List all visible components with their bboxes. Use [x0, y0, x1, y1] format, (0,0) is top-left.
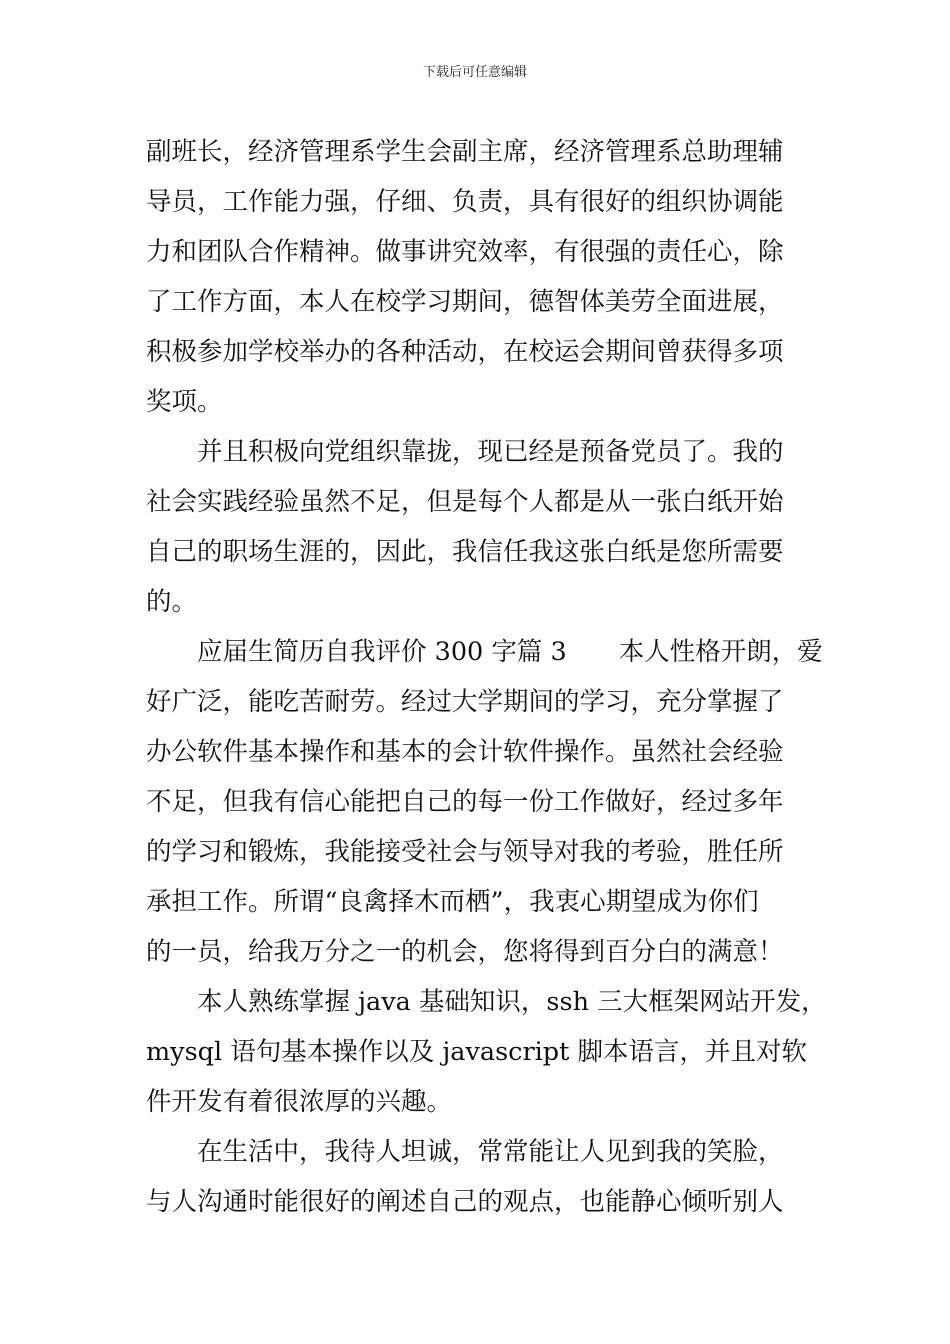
paragraph: [146, 627, 823, 977]
text-line: 的学习和锻炼，我能接受社会与领导对我的考验，胜任所: [146, 837, 784, 867]
paragraph: [146, 127, 811, 427]
document-body: [146, 127, 827, 1227]
text-line: 的。: [146, 587, 198, 617]
inline-text: 本人性格开朗，爱: [618, 637, 823, 667]
text-line: 积极参加学校举办的各种活动，在校运会期间曾获得多项: [146, 337, 784, 367]
text-line: 副班长，经济管理系学生会副主席，经济管理系总助理辅: [146, 137, 784, 167]
text-line: 不足，但我有信心能把自己的每一份工作做好，经过多年: [146, 787, 784, 817]
text-line: mysql 语句基本操作以及 javascript 脚本语言，并且对软: [146, 1037, 807, 1067]
page-header: 下载后可任意编辑: [422, 65, 527, 80]
text-line: 件开发有着很浓厚的兴趣。: [146, 1087, 453, 1117]
section-heading: 应届生简历自我评价 300 字篇 3: [197, 637, 567, 667]
text-line: 社会实践经验虽然不足，但是每个人都是从一张白纸开始: [146, 487, 784, 517]
paragraph: [146, 977, 827, 1127]
text-line: 承担工作。所谓“良禽择木而栖”，我衷心期望成为你们: [146, 887, 759, 917]
text-line: 本人熟练掌握 java 基础知识，ssh 三大框架网站开发，: [197, 987, 827, 1017]
text-line: 并且积极向党组织靠拢，现已经是预备党员了。我的: [197, 437, 784, 467]
text-line: 自己的职场生涯的，因此，我信任我这张白纸是您所需要: [146, 537, 784, 567]
text-line: 奖项。: [146, 387, 223, 417]
paragraph: [146, 427, 811, 627]
paragraph: [146, 1127, 811, 1227]
text-line: 办公软件基本操作和基本的会计软件操作。虽然社会经验: [146, 737, 784, 767]
text-line: 力和团队合作精神。做事讲究效率，有很强的责任心，除: [146, 237, 784, 267]
text-line: 的一员，给我万分之一的机会，您将得到百分白的满意！: [146, 937, 784, 967]
text-line: 好广泛，能吃苦耐劳。经过大学期间的学习，充分掌握了: [146, 687, 784, 717]
text-line: 导员，工作能力强，仔细、负责，具有很好的组织协调能: [146, 187, 784, 217]
text-line: 与人沟通时能很好的阐述自己的观点，也能静心倾听别人: [146, 1187, 784, 1217]
text-line: 在生活中，我待人坦诚，常常能让人见到我的笑脸，: [197, 1137, 784, 1167]
text-line: 了工作方面，本人在校学习期间，德智体美劳全面进展，: [146, 287, 784, 317]
text-line: [146, 627, 823, 677]
